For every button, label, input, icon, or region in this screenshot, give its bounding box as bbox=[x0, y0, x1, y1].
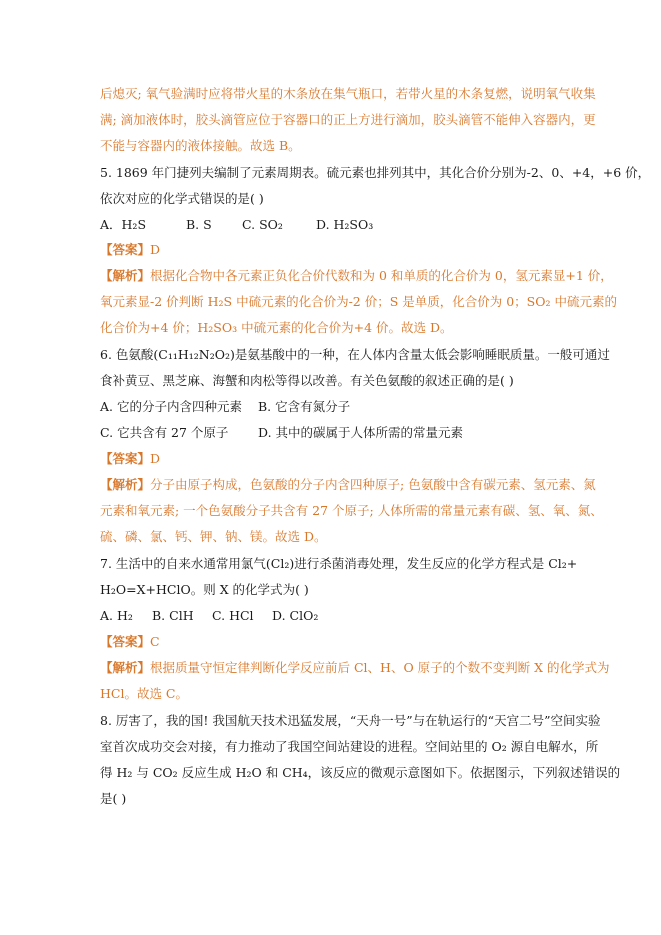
question-8-stem: 8. 厉害了，我的国! 我国航天技术迅猛发展，“天舟一号”与在轨运行的“天宫二号”空间实验 bbox=[100, 713, 601, 728]
question-8-stem: 得 H₂ 与 CO₂ 反应生成 H₂O 和 CH₄，该反应的微观示意图如下。依据图示，下列叙述错误的 bbox=[100, 765, 621, 780]
answer-tag: 【答案】 bbox=[100, 242, 151, 257]
answer-line bbox=[100, 634, 160, 650]
option-c: C. HCl bbox=[212, 608, 254, 623]
question-5-stem: 5. 1869 年门捷列夫编制了元素周期表。硫元素也排列其中，其化合价分别为-2、0、+4，+6 价， bbox=[100, 165, 651, 180]
analysis-tag: 【解析】 bbox=[100, 268, 151, 283]
option-b: B. 它含有氮分子 bbox=[258, 399, 351, 414]
option-c: C. 它共含有 27 个原子 bbox=[100, 425, 229, 440]
option-a: A．H₂S bbox=[100, 217, 147, 232]
analysis-tag: 【解析】 bbox=[100, 660, 151, 675]
answer-value: D bbox=[150, 451, 161, 466]
option-d: D. H₂SO₃ bbox=[316, 217, 374, 232]
analysis-text: 化合价为+4 价；H₂SO₃ 中硫元素的化合价为+4 价。故选 D。 bbox=[100, 320, 453, 335]
answer-line bbox=[100, 242, 160, 258]
question-5-stem: 依次对应的化学式错误的是( ) bbox=[100, 191, 264, 206]
option-b: B. S bbox=[186, 217, 212, 232]
analysis-line bbox=[100, 477, 596, 493]
question-7-stem: H₂O=X+HClO。则 X 的化学式为( ) bbox=[100, 582, 309, 597]
analysis-line bbox=[100, 268, 613, 284]
analysis-text: 后熄灭; 氧气验满时应将带火星的木条放在集气瓶口，若带火星的木条复燃，说明氧气收集 bbox=[100, 86, 596, 101]
analysis-text: HCl。故选 C。 bbox=[100, 686, 189, 701]
analysis-text: 根据质量守恒定律判断化学反应前后 Cl、H、O 原子的个数不变判断 X 的化学式为 bbox=[150, 660, 610, 675]
analysis-text: 氧元素显-2 价判断 H₂S 中硫元素的化合价为-2 价；S 是单质，化合价为 0；SO₂ 中硫元素的 bbox=[100, 294, 617, 309]
analysis-text: 不能与容器内的液体接触。故选 B。 bbox=[100, 138, 301, 153]
answer-value: D bbox=[150, 242, 161, 257]
option-a: A. H₂ bbox=[100, 608, 133, 623]
answer-tag: 【答案】 bbox=[100, 451, 151, 466]
analysis-text: 分子由原子构成，色氨酸的分子内含四种原子; 色氨酸中含有碳元素、氢元素、氮 bbox=[150, 477, 596, 492]
answer-line bbox=[100, 451, 160, 467]
analysis-tag: 【解析】 bbox=[100, 477, 151, 492]
option-c: C. SO₂ bbox=[242, 217, 283, 232]
question-8-stem: 是( ) bbox=[100, 791, 127, 806]
option-a: A. 它的分子内含四种元素 bbox=[100, 399, 242, 414]
option-b: B. ClH bbox=[152, 608, 194, 623]
analysis-text: 元素和氧元素; 一个色氨酸分子共含有 27 个原子; 人体所需的常量元素有碳、氢、氧、氮、 bbox=[100, 503, 603, 518]
option-d: D. ClO₂ bbox=[272, 608, 319, 623]
option-d: D. 其中的碳属于人体所需的常量元素 bbox=[258, 425, 464, 440]
answer-tag: 【答案】 bbox=[100, 634, 151, 649]
question-6-stem: 6. 色氨酸(C₁₁H₁₂N₂O₂)是氨基酸中的一种，在人体内含量太低会影响睡眠质量。一般可通过 bbox=[100, 347, 610, 362]
question-6-stem: 食补黄豆、黑芝麻、海蟹和肉松等得以改善。有关色氨酸的叙述正确的是( ) bbox=[100, 373, 514, 388]
analysis-text: 硫、磷、氯、钙、钾、钠、镁。故选 D。 bbox=[100, 529, 327, 544]
answer-value: C bbox=[150, 634, 160, 649]
analysis-text: 满; 滴加液体时，胶头滴管应位于容器口的正上方进行滴加，胶头滴管不能伸入容器内，更 bbox=[100, 112, 596, 127]
question-8-stem: 室首次成功交会对接，有力推动了我国空间站建设的进程。空间站里的 O₂ 源自电解水，所 bbox=[100, 739, 599, 754]
analysis-line bbox=[100, 660, 610, 676]
analysis-text: 根据化合物中各元素正负化合价代数和为 0 和单质的化合价为 0，氢元素显+1 价， bbox=[150, 268, 613, 283]
question-7-stem: 7. 生活中的自来水通常用氯气(Cl₂)进行杀菌消毒处理，发生反应的化学方程式是 Cl₂+ bbox=[100, 556, 578, 571]
